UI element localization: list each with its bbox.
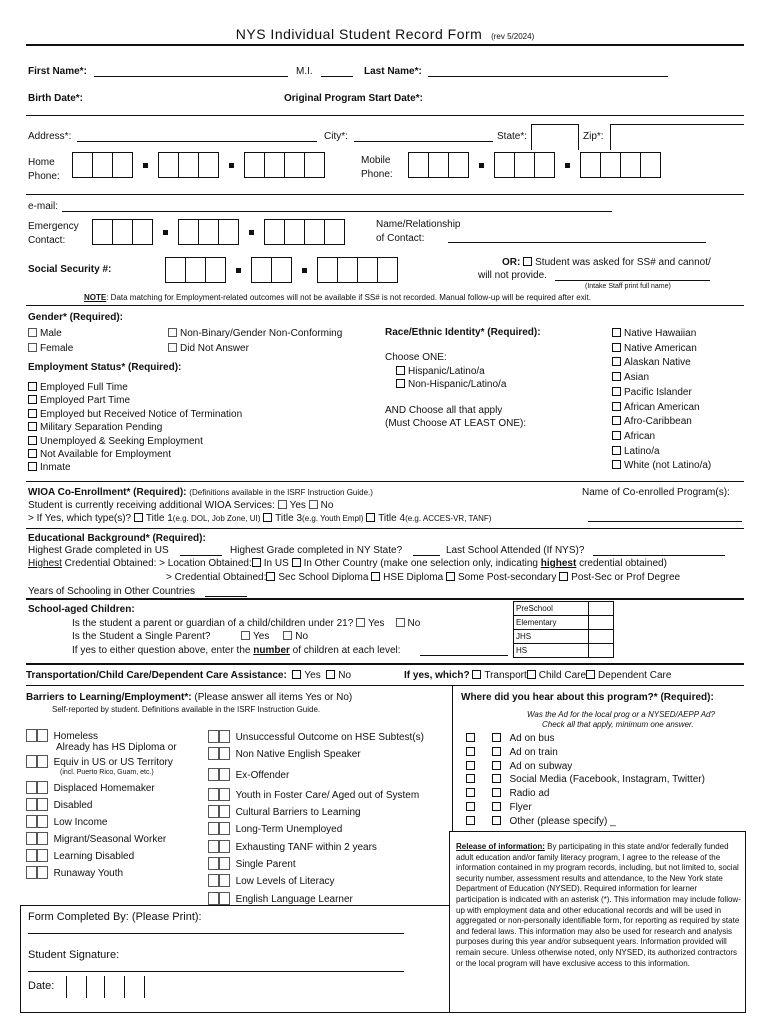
employment-label: Employment Status* (Required):: [28, 362, 182, 373]
level-elementary: Elementary: [514, 616, 589, 630]
years-other-countries: Years of Schooling in Other Countries: [28, 586, 195, 597]
employment-military[interactable]: Military Separation Pending: [28, 421, 242, 434]
level-hs: HS: [514, 644, 589, 658]
level-elementary-count[interactable]: [589, 616, 614, 630]
hear-social-media[interactable]: Social Media (Facebook, Instagram, Twitter): [466, 773, 705, 787]
divider: [26, 115, 744, 116]
race-african-american[interactable]: African American: [612, 401, 711, 416]
ssn-refused-checkbox[interactable]: [523, 257, 532, 266]
last-school-field[interactable]: [593, 555, 725, 556]
state-box[interactable]: [531, 124, 579, 150]
hear-ad-train[interactable]: Ad on train: [466, 746, 705, 760]
barrier-hse-subtest[interactable]: Unsuccessful Outcome on HSE Subtest(s): [208, 729, 424, 746]
divider: [26, 528, 744, 529]
last-name-label: Last Name*:: [364, 66, 422, 77]
home-phone-label-1: Home: [28, 157, 55, 168]
divider-thick: [26, 663, 744, 665]
single-parent-yes-checkbox[interactable]: [241, 631, 250, 640]
years-other-field[interactable]: [205, 596, 247, 597]
barrier-tanf[interactable]: Exhausting TANF within 2 years: [208, 839, 424, 856]
divider: [26, 481, 744, 482]
divider: [26, 194, 744, 195]
barrier-learning-disabled[interactable]: Learning Disabled: [26, 848, 177, 865]
mobile-phone-label-1: Mobile: [361, 155, 391, 166]
gender-label: Gender* (Required):: [28, 312, 124, 323]
transport-no-checkbox[interactable]: [326, 670, 335, 679]
hear-q2: Check all that apply, minimum one answer.: [542, 720, 694, 729]
school-aged-q2: Is the Student a Single Parent? Yes No: [72, 631, 309, 642]
zip-box[interactable]: [610, 124, 744, 150]
level-preschool: PreSchool: [514, 602, 589, 616]
divider: [26, 305, 744, 306]
barrier-low-income[interactable]: Low Income: [26, 814, 177, 831]
email-field[interactable]: [62, 211, 612, 212]
highest-grade-us-field[interactable]: [180, 555, 222, 556]
barrier-hs-diploma-1: Already has HS Diploma or: [56, 742, 177, 753]
race-native-hawaiian[interactable]: Native Hawaiian: [612, 327, 711, 342]
state-label: State*:: [497, 131, 528, 142]
transport-yes-checkbox[interactable]: [292, 670, 301, 679]
barrier-runaway-youth[interactable]: Runaway Youth: [26, 865, 177, 882]
race-options: [612, 327, 711, 474]
wioa-receiving: Student is currently receiving additional WIOA Services: Yes No: [28, 500, 334, 511]
level-jhs: JHS: [514, 630, 589, 644]
cred-degree[interactable]: [559, 572, 568, 581]
race-label: Race/Ethnic Identity* (Required):: [385, 327, 541, 338]
barrier-hs-diploma[interactable]: Equiv in US or US Territory: [26, 755, 177, 770]
city-label: City*:: [324, 131, 348, 142]
barrier-foster-care[interactable]: Youth in Foster Care/ Aged out of System: [208, 787, 424, 804]
hear-divider: [452, 686, 453, 831]
highest-grade-us: Highest Grade completed in US: [28, 545, 169, 556]
race-asian[interactable]: Asian: [612, 371, 711, 386]
gender-male[interactable]: Male: [28, 328, 62, 340]
wioa-no-checkbox[interactable]: [309, 500, 318, 509]
race-native-american[interactable]: Native American: [612, 342, 711, 357]
ssn-alternative: OR: Student was asked for SS# and cannot/: [502, 257, 711, 268]
email-label: e-mail:: [28, 201, 59, 212]
race-white[interactable]: White (not Latino/a): [612, 459, 711, 474]
barrier-cultural[interactable]: Cultural Barriers to Learning: [208, 804, 424, 821]
home-phone-label-2: Phone:: [28, 171, 60, 182]
barrier-migrant[interactable]: Migrant/Seasonal Worker: [26, 831, 177, 848]
race-alaskan-native[interactable]: Alaskan Native: [612, 356, 711, 371]
race-choose-one: Choose ONE:: [385, 352, 447, 363]
credential-location: Highest Credential Obtained: > Location Obtained: In US In Other Country (make one selection only, indicating highest credential obtained): [28, 558, 667, 569]
barrier-single-parent[interactable]: Single Parent: [208, 856, 424, 873]
wioa-types: > If Yes, which type(s)? Title 1(e.g. DOL, Job Zone, UI) Title 3(e.g. Youth Empl) Title 4(e.g. ACCES-VR, TANF): [28, 513, 492, 524]
school-aged-label: School-aged Children:: [28, 604, 135, 615]
dependent-care-checkbox[interactable]: [586, 670, 595, 679]
race-afro-caribbean[interactable]: Afro-Caribbean: [612, 415, 711, 430]
highest-grade-ny: Highest Grade completed in NY State?: [230, 545, 403, 556]
hear-label: Where did you hear about this program?* (Required):: [461, 692, 714, 703]
barriers-left: [26, 729, 177, 882]
ssn-label: Social Security #:: [28, 264, 112, 275]
mi-field[interactable]: [321, 76, 353, 77]
wioa-yes-checkbox[interactable]: [278, 500, 287, 509]
gender-did-not-answer[interactable]: Did Not Answer: [168, 343, 249, 355]
completed-by-label: Form Completed By: (Please Print):: [28, 911, 202, 923]
date-label: Date:: [28, 980, 55, 992]
barrier-displaced-homemaker[interactable]: Displaced Homemaker: [26, 780, 177, 797]
barriers-sub: Self-reported by student. Definitions available in the ISRF Instruction Guide.: [52, 705, 321, 714]
employment-options: [28, 381, 242, 475]
title-divider: [26, 44, 744, 46]
gender-nonbinary[interactable]: Non-Binary/Gender Non-Conforming: [168, 328, 342, 340]
credential-obtained: > Credential Obtained: Sec School Diploma HSE Diploma Some Post-secondary Post-Sec or Prof Degree: [166, 572, 681, 583]
race-pacific-islander[interactable]: Pacific Islander: [612, 386, 711, 401]
emergency-phone-cells[interactable]: [92, 219, 345, 245]
hear-options: [466, 732, 705, 829]
hear-radio[interactable]: Radio ad: [466, 787, 705, 801]
barrier-non-native[interactable]: Non Native English Speaker: [208, 746, 424, 763]
address-field[interactable]: [77, 141, 317, 142]
relationship-label-2: of Contact:: [376, 233, 425, 244]
barrier-low-literacy[interactable]: Low Levels of Literacy: [208, 873, 424, 890]
birth-date-label: Birth Date*:: [28, 93, 84, 104]
hear-q1: Was the Ad for the local prog or a NYSED/AEPP Ad?: [527, 710, 715, 719]
highest-grade-ny-field[interactable]: [413, 555, 440, 556]
mobile-phone-label-2: Phone:: [361, 169, 393, 180]
co-enrolled-program-field[interactable]: [588, 521, 742, 522]
level-jhs-count[interactable]: [589, 630, 614, 644]
race-non-hispanic[interactable]: Non-Hispanic/Latino/a: [396, 379, 506, 391]
emergency-label-1: Emergency: [28, 221, 79, 232]
barrier-ell[interactable]: English Language Learner: [208, 891, 424, 908]
employment-part-time[interactable]: Employed Part Time: [28, 394, 242, 407]
in-us-checkbox[interactable]: [252, 558, 261, 567]
children-count-line: [420, 655, 508, 656]
divider-thick: [26, 598, 744, 600]
transport-row: Transportation/Child Care/Dependent Care Assistance: Yes No: [26, 670, 352, 681]
education-label: Educational Background* (Required):: [28, 533, 206, 544]
title3-checkbox[interactable]: [263, 513, 272, 522]
wioa-co-enrolled-label: Name of Co-enrolled Program(s):: [582, 487, 730, 498]
employment-unemployed[interactable]: Unemployed & Seeking Employment: [28, 435, 242, 448]
race-hispanic[interactable]: Hispanic/Latino/a: [396, 366, 485, 378]
signature-label: Student Signature:: [28, 949, 120, 961]
employment-termination[interactable]: Employed but Received Notice of Termination: [28, 408, 242, 421]
barriers-heading: Barriers to Learning/Employment*: (Please answer all items Yes or No): [26, 692, 353, 703]
barrier-disabled[interactable]: Disabled: [26, 797, 177, 814]
last-name-field[interactable]: [428, 76, 668, 77]
hear-ad-bus[interactable]: Ad on bus: [466, 732, 705, 746]
program-start-label: Original Program Start Date*:: [284, 93, 423, 104]
divider: [26, 685, 744, 686]
relationship-field[interactable]: [448, 242, 706, 243]
barriers-right: [208, 729, 424, 908]
release-of-information: Release of information: By participating in this state and/or federally funded adult education and/or family literacy program, I agree to the release of the information contained in my program records, including, but not limited to, social security number, assessment results and attendance, to the New York state Department of Education (NYSED). Required information for learner participation is indicated with an asterisk (*). This information may include follow-up with employment data and other educational records and will be used in aggregated or non-personally identifiable form, for reporting as required by state and federal laws. This information may also be used for research and analysis purposes during this year and/or subsequent years. Information provided will remain secure. Unless otherwise noted, only NYSED, its authorized contractors or the local program will have exclusive access to this information.: [449, 831, 746, 1013]
single-parent-no-checkbox[interactable]: [283, 631, 292, 640]
employment-full-time[interactable]: Employed Full Time: [28, 381, 242, 394]
cred-hse-diploma[interactable]: [371, 572, 380, 581]
child-care-checkbox[interactable]: [527, 670, 536, 679]
completed-by-field[interactable]: [28, 933, 404, 934]
barrier-homeless[interactable]: Homeless: [26, 729, 177, 744]
date-boxes[interactable]: [60, 976, 148, 998]
race-and-choose: AND Choose all that apply: [385, 405, 503, 416]
title4-checkbox[interactable]: [366, 513, 375, 522]
home-phone-cells[interactable]: [72, 152, 325, 178]
first-name-label: First Name*:: [28, 66, 87, 77]
hear-other[interactable]: Other (please specify) _: [466, 815, 705, 829]
city-field[interactable]: [354, 141, 493, 142]
last-school: Last School Attended (If NYS)?: [446, 545, 585, 556]
mi-label: M.I.: [296, 66, 313, 77]
barrier-ex-offender[interactable]: Ex-Offender: [208, 767, 424, 784]
transport-which-row: If yes, which? Transport Child Care Dependent Care: [404, 670, 672, 681]
cred-sec-diploma[interactable]: [266, 572, 275, 581]
parent-yes-checkbox[interactable]: [356, 618, 365, 627]
employment-inmate[interactable]: Inmate: [28, 461, 242, 474]
ssn-note: NOTE: Data matching for Employment-related outcomes will not be available if SS# is not recorded. Manual follow-up will be required after exit.: [84, 293, 591, 302]
gender-female[interactable]: Female: [28, 343, 73, 355]
level-hs-count[interactable]: [589, 644, 614, 658]
zip-label: Zip*:: [583, 131, 604, 142]
intake-staff-label: (Intake Staff print full name): [585, 283, 671, 290]
race-latino[interactable]: Latino/a: [612, 445, 711, 460]
address-label: Address*:: [28, 131, 72, 142]
race-african[interactable]: African: [612, 430, 711, 445]
other-country-checkbox[interactable]: [292, 558, 301, 567]
emergency-label-2: Contact:: [28, 235, 66, 246]
mobile-phone-cells[interactable]: [408, 152, 661, 178]
wioa-heading: WIOA Co-Enrollment* (Required): (Definitions available in the ISRF Instruction Guide.): [28, 487, 373, 498]
race-must-choose: (Must Choose AT LEAST ONE):: [385, 418, 527, 429]
level-preschool-count[interactable]: [589, 602, 614, 616]
cred-post-secondary[interactable]: [446, 572, 455, 581]
form-title: NYS Individual Student Record Form (rev 5/2024): [235, 26, 535, 42]
ssn-will-not: will not provide.: [478, 270, 547, 281]
parent-no-checkbox[interactable]: [396, 618, 405, 627]
signature-field[interactable]: [28, 971, 404, 972]
first-name-field[interactable]: [94, 76, 288, 77]
barrier-hs-diploma-note: (incl. Puerto Rico, Guam, etc.): [60, 769, 154, 776]
employment-not-available[interactable]: Not Available for Employment: [28, 448, 242, 461]
school-aged-q1: Is the student a parent or guardian of a child/children under 21? Yes No: [72, 618, 421, 629]
school-aged-q3: If yes to either question above, enter the number of children at each level:: [72, 645, 401, 656]
transport-checkbox[interactable]: [472, 670, 481, 679]
hear-ad-subway[interactable]: Ad on subway: [466, 760, 705, 774]
barrier-long-term-unemployed[interactable]: Long-Term Unemployed: [208, 821, 424, 838]
intake-staff-field[interactable]: [555, 280, 710, 281]
title1-checkbox[interactable]: [134, 513, 143, 522]
relationship-label-1: Name/Relationship: [376, 219, 461, 230]
ssn-cells[interactable]: [165, 257, 398, 283]
hear-flyer[interactable]: Flyer: [466, 801, 705, 815]
children-levels-table: [513, 601, 614, 658]
